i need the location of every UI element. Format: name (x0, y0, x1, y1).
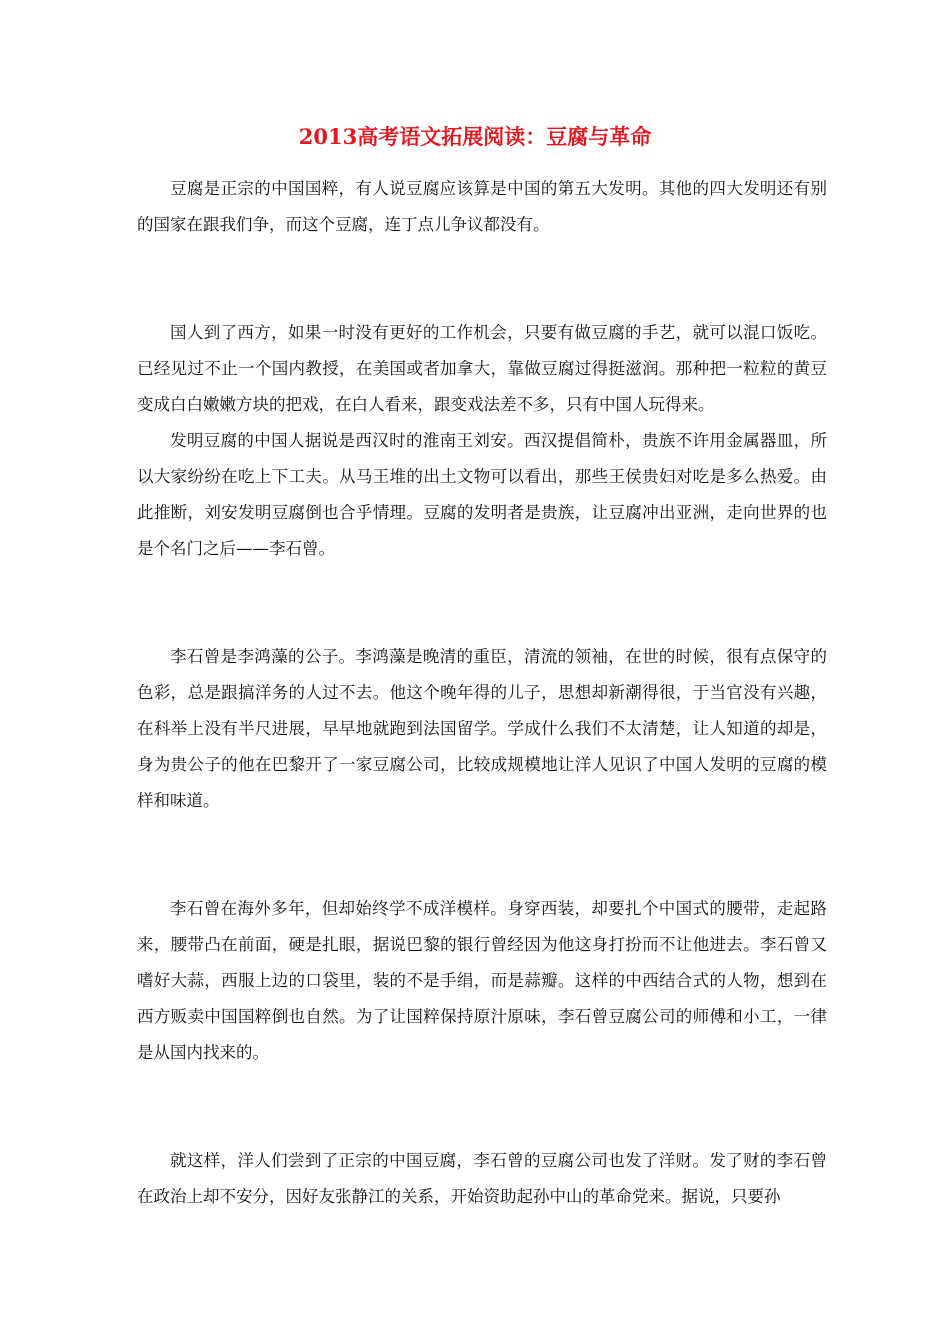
document-title: 2013高考语文拓展阅读：豆腐与革命 (298, 124, 652, 149)
paragraph-1: 豆腐是正宗的中国国粹，有人说豆腐应该算是中国的第五大发明。其他的四大发明还有别的国家在跟我们争，而这个豆腐，连丁点儿争议都没有。 (137, 179, 827, 234)
paragraph-4: 李石曾是李鸿藻的公子。李鸿藻是晚清的重臣，清流的领袖，在世的时候，很有点保守的色彩，总是跟搞洋务的人过不去。他这个晚年得的儿子，思想却新潮得很，于当官没有兴趣，在科举上没有半尺进展，早早地就跑到法国留学。学成什么我们不太清楚，让人知道的却是，身为贵公子的他在巴黎开了一家豆腐公司，比较成规模地让洋人见识了中国人发明的豆腐的模样和味道。 (137, 647, 827, 810)
paragraph-5: 李石曾在海外多年，但却始终学不成洋模样。身穿西装，却要扎个中国式的腰带，走起路来，腰带凸在前面，硬是扎眼，据说巴黎的银行曾经因为他这身打扮而不让他进去。李石曾又嗜好大蒜，西服上边的口袋里，装的不是手绢，而是蒜瓣。这样的中西结合式的人物，想到在西方贩卖中国国粹倒也自然。为了让国粹保持原汁原味，李石曾豆腐公司的师傅和小工，一律是从国内找来的。 (137, 899, 827, 1062)
paragraph-3: 发明豆腐的中国人据说是西汉时的淮南王刘安。西汉提倡简朴，贵族不许用金属器皿，所以大家纷纷在吃上下工夫。从马王堆的出土文物可以看出，那些王侯贵妇对吃是多么热爱。由此推断，刘安发明豆腐倒也合乎情理。豆腐的发明者是贵族，让豆腐冲出亚洲，走向世界的也是个名门之后——李石曾。 (137, 431, 827, 558)
paragraph-2: 国人到了西方，如果一时没有更好的工作机会，只要有做豆腐的手艺，就可以混口饭吃。已经见过不止一个国内教授，在美国或者加拿大，靠做豆腐过得挺滋润。那种把一粒粒的黄豆变成白白嫩嫩方块的把戏，在白人看来，跟变戏法差不多，只有中国人玩得来。 (137, 323, 827, 414)
paragraph-6: 就这样，洋人们尝到了正宗的中国豆腐，李石曾的豆腐公司也发了洋财。发了财的李石曾在政治上却不安分，因好友张静江的关系，开始资助起孙中山的革命党来。据说，只要孙 (137, 1151, 827, 1206)
document-body (137, 171, 827, 1215)
